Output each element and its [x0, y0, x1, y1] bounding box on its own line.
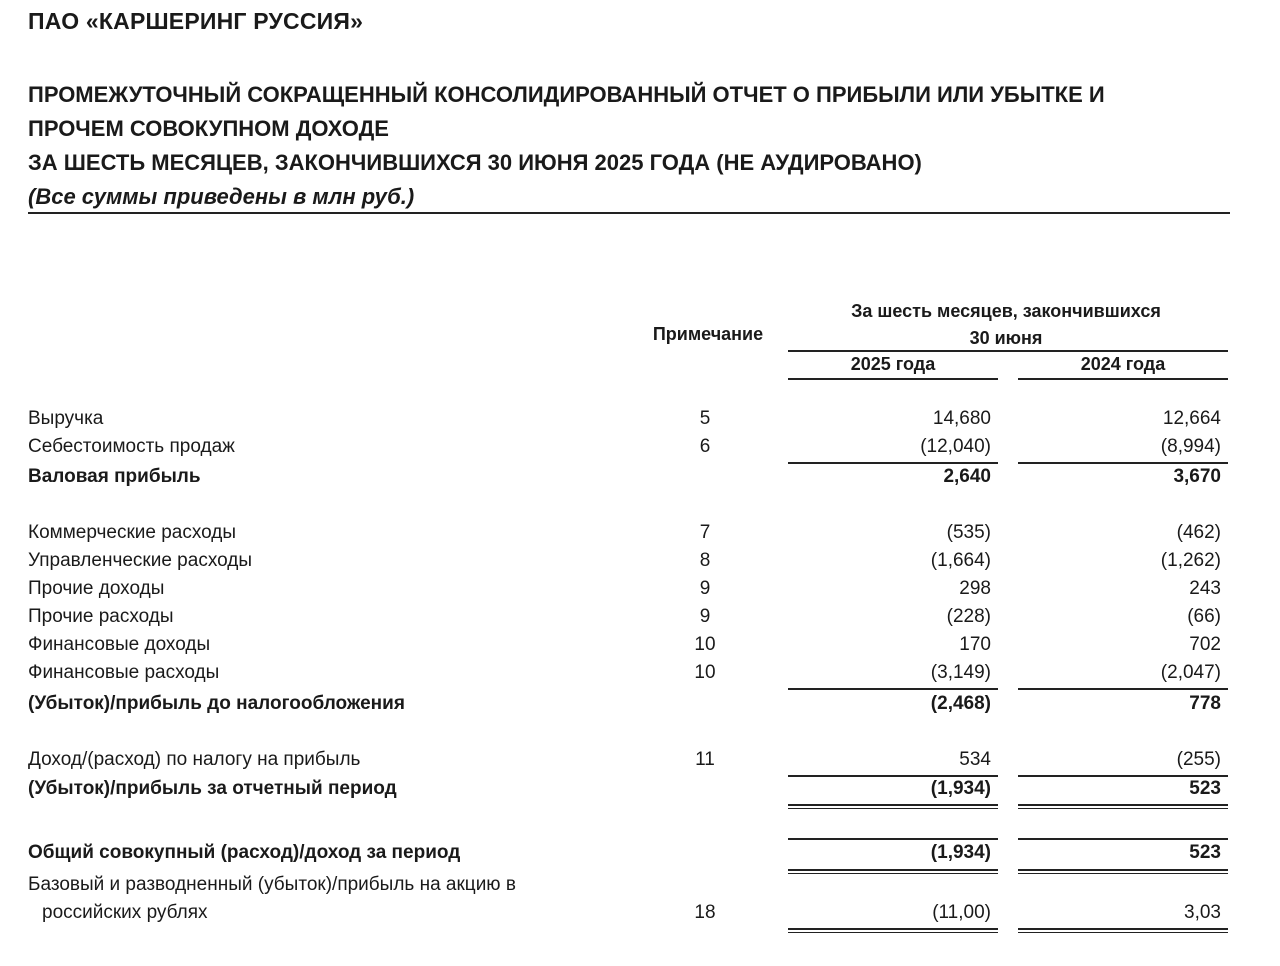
row-label: Общий совокупный (расход)/доход за период [28, 842, 461, 863]
row-label: Прочие расходы [28, 606, 174, 627]
row-value-2025: (1,934) [930, 842, 991, 863]
row-value-2025: 14,680 [932, 408, 991, 429]
total-double-rule [1018, 869, 1228, 871]
total-double-rule [788, 869, 998, 871]
total-double-rule [1018, 808, 1228, 809]
row-note: 9 [699, 606, 711, 627]
total-double-rule [1018, 932, 1228, 933]
total-double-rule [788, 932, 998, 933]
row-value-2025: (3,149) [930, 662, 991, 683]
total-double-rule [788, 808, 998, 809]
total-double-rule [788, 928, 998, 930]
subtotal-rule [788, 838, 998, 840]
header-year-2025-divider [788, 378, 998, 380]
row-value-2025: (1,934) [930, 778, 991, 799]
header-period-divider [788, 350, 1228, 352]
table-row-income-tax [0, 749, 1280, 777]
row-note: 10 [694, 634, 716, 655]
table-row-eps [0, 902, 1280, 930]
row-value-2025: (535) [946, 522, 991, 543]
row-note: 10 [694, 662, 716, 683]
subtotal-rule [1018, 775, 1228, 777]
row-label: Прочие доходы [28, 578, 165, 599]
table-row-other-income [0, 578, 1280, 606]
table-row-profit-before-tax [0, 693, 1280, 721]
row-value-2024: (1,262) [1160, 550, 1221, 571]
row-note: 11 [695, 749, 715, 770]
company-name: ПАО «КАРШЕРИНГ РУССИЯ» [28, 8, 364, 34]
table-row-admin-expenses [0, 550, 1280, 578]
row-label: (Убыток)/прибыль до налогообложения [28, 693, 405, 714]
row-value-2025: 534 [959, 749, 991, 770]
header-period [786, 298, 1226, 352]
row-value-2024: 702 [1189, 634, 1221, 655]
total-double-rule [1018, 928, 1228, 930]
row-value-2025: 298 [959, 578, 991, 599]
row-value-2024: (8,994) [1160, 436, 1221, 457]
row-note: 6 [699, 436, 711, 457]
title-divider [28, 212, 1230, 214]
subtotal-rule [788, 775, 998, 777]
row-label: (Убыток)/прибыль за отчетный период [28, 778, 397, 799]
row-value-2025: (12,040) [920, 436, 991, 457]
row-value-2024: (66) [1187, 606, 1221, 627]
subtotal-rule [1018, 462, 1228, 464]
header-year-2025: 2025 года [850, 354, 936, 374]
row-label: Доход/(расход) по налогу на прибыль [28, 749, 361, 770]
table-row-finance-income [0, 634, 1280, 662]
row-note: 7 [699, 522, 711, 543]
title-line-3: ЗА ШЕСТЬ МЕСЯЦЕВ, ЗАКОНЧИВШИХСЯ 30 ИЮНЯ 2025 ГОДА (НЕ АУДИРОВАНО) [28, 150, 922, 175]
table-row-finance-costs [0, 662, 1280, 690]
row-value-2024: 243 [1189, 578, 1221, 599]
subtotal-rule [1018, 838, 1228, 840]
eps-label-line-1: Базовый и разводненный (убыток)/прибыль на акцию в [28, 874, 516, 895]
row-value-2024: 3,03 [1184, 902, 1221, 923]
row-value-2024: (462) [1176, 522, 1221, 543]
row-value-2025: (1,664) [930, 550, 991, 571]
row-value-2024: (2,047) [1160, 662, 1221, 683]
table-row-total-comprehensive [0, 842, 1280, 870]
row-value-2025: (11,00) [932, 902, 991, 923]
table-row-cost-of-sales [0, 436, 1280, 464]
header-period-line-2: 30 июня [969, 328, 1043, 348]
row-label: Финансовые доходы [28, 634, 211, 655]
total-double-rule [1018, 873, 1228, 874]
title-units-note: (Все суммы приведены в млн руб.) [28, 184, 415, 209]
table-row-revenue [0, 408, 1280, 436]
header-note-column: Примечание [652, 324, 764, 344]
subtotal-rule [1018, 688, 1228, 690]
title-line-1: ПРОМЕЖУТОЧНЫЙ СОКРАЩЕННЫЙ КОНСОЛИДИРОВАННЫЙ ОТЧЕТ О ПРИБЫЛИ ИЛИ УБЫТКЕ И [28, 82, 1105, 107]
header-year-2024: 2024 года [1080, 354, 1166, 374]
row-label: Выручка [28, 408, 104, 429]
row-note: 5 [699, 408, 711, 429]
row-value-2024: 523 [1189, 842, 1221, 863]
subtotal-rule [788, 688, 998, 690]
row-label: Коммерческие расходы [28, 522, 237, 543]
row-value-2025: (228) [946, 606, 991, 627]
row-value-2024: 3,670 [1173, 466, 1221, 487]
statement-title [28, 78, 1230, 214]
row-label: Финансовые расходы [28, 662, 220, 683]
row-label: Управленческие расходы [28, 550, 252, 571]
row-value-2024: 778 [1189, 693, 1221, 714]
row-label: Валовая прибыль [28, 466, 201, 487]
table-row-profit-for-period [0, 778, 1280, 806]
header-period-line-1: За шесть месяцев, закончившихся [851, 301, 1161, 321]
total-double-rule [1018, 804, 1228, 806]
subtotal-rule [788, 462, 998, 464]
row-value-2024: (255) [1176, 749, 1221, 770]
row-value-2025: 170 [959, 634, 991, 655]
header-year-2024-divider [1018, 378, 1228, 380]
table-row-gross-profit [0, 466, 1280, 494]
row-value-2024: 12,664 [1162, 408, 1221, 429]
table-row-other-expenses [0, 606, 1280, 634]
row-value-2024: 523 [1189, 778, 1221, 799]
title-line-2: ПРОЧЕМ СОВОКУПНОМ ДОХОДЕ [28, 116, 389, 141]
row-note: 18 [694, 902, 716, 923]
row-label: Себестоимость продаж [28, 436, 235, 457]
row-note: 9 [699, 578, 711, 599]
row-value-2025: (2,468) [930, 693, 991, 714]
row-label: российских рублях [42, 902, 208, 923]
row-value-2025: 2,640 [943, 466, 991, 487]
table-row-selling-expenses [0, 522, 1280, 550]
total-double-rule [788, 873, 998, 874]
row-note: 8 [699, 550, 711, 571]
total-double-rule [788, 804, 998, 806]
